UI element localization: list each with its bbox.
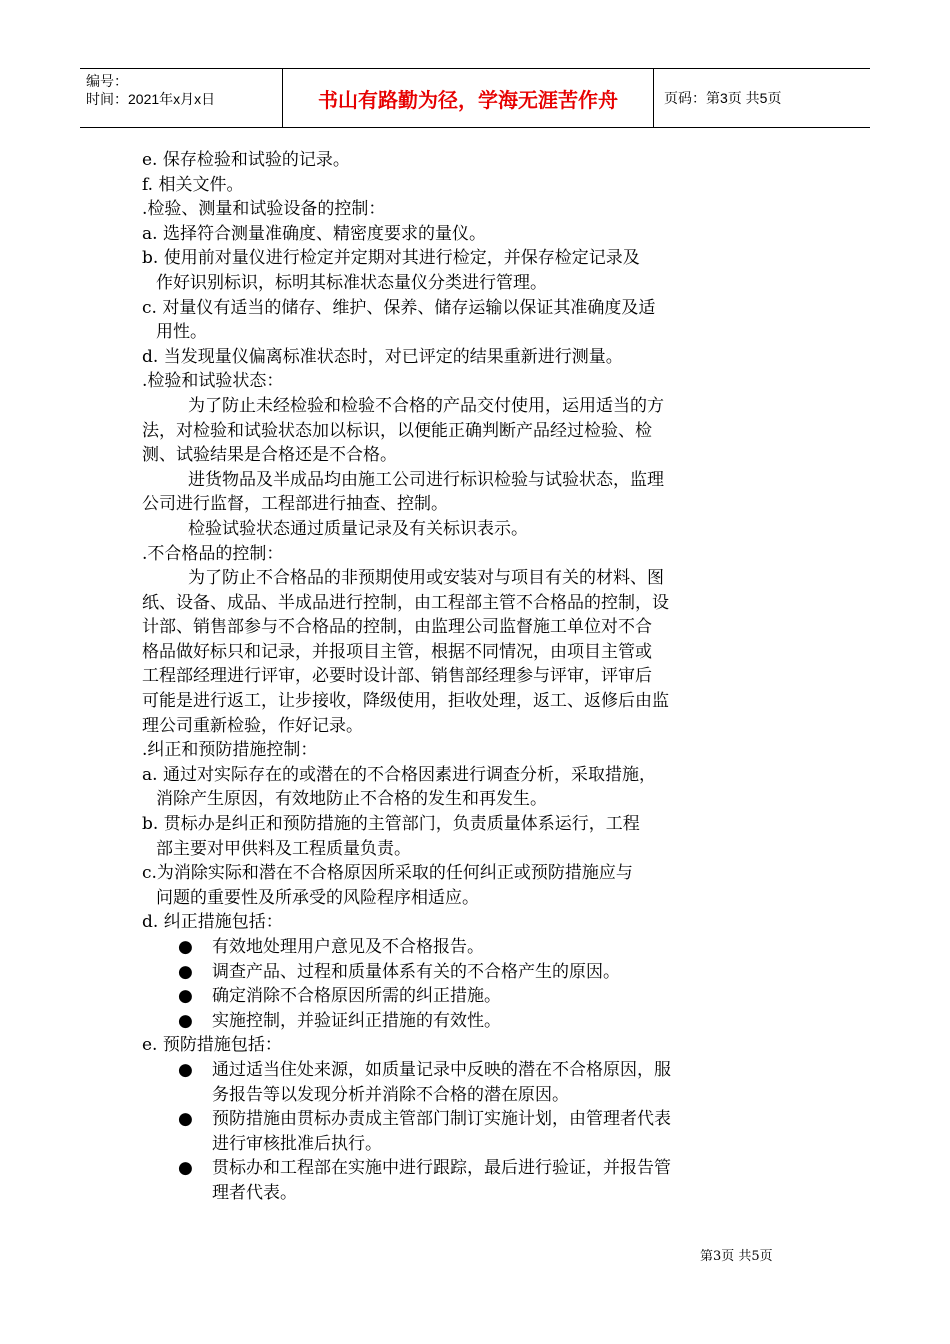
bullet-item bbox=[142, 984, 810, 1009]
text-line: 法，对检验和试验状态加以标识，以便能正确判断产品经过检验、检 bbox=[142, 420, 652, 441]
text-line: 检验试验状态通过质量记录及有关标识表示。 bbox=[188, 518, 528, 539]
header-page-number: 页码：第3页 共5页 bbox=[664, 90, 782, 106]
page-footer: 第3页 共5页 bbox=[700, 1249, 773, 1264]
text-line: 理公司重新检验，作好记录。 bbox=[142, 715, 363, 736]
text-line: 进行审核批准后执行。 bbox=[212, 1133, 382, 1154]
bullet-item bbox=[142, 1009, 810, 1034]
text-line: 消除产生原因，有效地防止不合格的发生和再发生。 bbox=[156, 789, 547, 810]
bullet-icon: ● bbox=[178, 986, 193, 1007]
text-line: .不合格品的控制： bbox=[142, 543, 284, 564]
text-line: 理者代表。 bbox=[212, 1182, 297, 1203]
text-line: 公司进行监督，工程部进行抽查、控制。 bbox=[142, 494, 448, 515]
text-line: b. 贯标办是纠正和预防措施的主管部门，负责质量体系运行，工程 bbox=[142, 814, 640, 835]
text-line: 为了防止未经检验和检验不合格的产品交付使用，运用适当的方 bbox=[188, 395, 664, 416]
text-line: .检验、测量和试验设备的控制： bbox=[142, 199, 386, 220]
header-meta bbox=[80, 69, 282, 127]
text-line: 进货物品及半成品均由施工公司进行标识检验与试验状态，监理 bbox=[188, 469, 664, 490]
text-line: 工程部经理进行评审，必要时设计部、销售部经理参与评审，评审后 bbox=[142, 666, 652, 687]
document-number-label: 编号： bbox=[86, 73, 128, 89]
text-line: a. 通过对实际存在的或潜在的不合格因素进行调查分析，采取措施， bbox=[142, 764, 656, 785]
text-line: .检验和试验状态： bbox=[142, 371, 284, 392]
bullet-item bbox=[142, 1156, 810, 1181]
bullet-icon: ● bbox=[178, 961, 193, 982]
text-line: e. 保存检验和试验的记录。 bbox=[142, 150, 350, 170]
bullet-item bbox=[142, 935, 810, 960]
bullet-item bbox=[142, 1107, 810, 1132]
text-line: 为了防止不合格品的非预期使用或安装对与项目有关的材料、图 bbox=[188, 568, 664, 589]
text-line: 务报告等以发现分析并消除不合格的潜在原因。 bbox=[212, 1084, 569, 1105]
text-line: 计部、销售部参与不合格品的控制，由监理公司监督施工单位对不合 bbox=[142, 617, 652, 638]
bullet-item bbox=[142, 1058, 810, 1083]
date-label: 时间：2021年x月x日 bbox=[86, 91, 216, 107]
text-line: 问题的重要性及所承受的风险程序相适应。 bbox=[156, 887, 479, 908]
text-line: b. 使用前对量仪进行检定并定期对其进行检定，并保存检定记录及 bbox=[142, 248, 640, 269]
bullet-text: 贯标办和工程部在实施中进行跟踪，最后进行验证，并报告管 bbox=[212, 1158, 671, 1179]
bullet-text: 通过适当住处来源，如质量记录中反映的潜在不合格原因，服 bbox=[212, 1059, 671, 1080]
text-line: e. 预防措施包括： bbox=[142, 1035, 282, 1056]
bullet-icon: ● bbox=[178, 1109, 193, 1130]
text-line: 部主要对甲供料及工程质量负责。 bbox=[156, 838, 411, 859]
text-line: c.为消除实际和潜在不合格原因所采取的任何纠正或预防措施应与 bbox=[142, 863, 633, 884]
bullet-icon: ● bbox=[178, 1010, 193, 1031]
text-line: a. 选择符合测量准确度、精密度要求的量仪。 bbox=[142, 223, 486, 244]
bullet-icon: ● bbox=[178, 1158, 193, 1179]
text-line: c. 对量仪有适当的储存、维护、保养、储存运输以保证其准确度及适 bbox=[142, 297, 656, 318]
text-line: 用性。 bbox=[156, 322, 207, 343]
text-line: f. 相关文件。 bbox=[142, 174, 244, 195]
page-header bbox=[80, 68, 870, 128]
text-line: 作好识别标识，标明其标准状态量仪分类进行管理。 bbox=[156, 272, 547, 293]
text-line: 测、试验结果是合格还是不合格。 bbox=[142, 445, 397, 466]
text-line: 格品做好标只和记录，并报项目主管，根据不同情况，由项目主管或 bbox=[142, 641, 652, 662]
bullet-icon: ● bbox=[178, 937, 193, 957]
document-body bbox=[142, 148, 810, 1206]
bullet-text: 预防措施由贯标办责成主管部门制订实施计划，由管理者代表 bbox=[212, 1109, 671, 1130]
text-line: d. 当发现量仪偏离标准状态时，对已评定的结果重新进行测量。 bbox=[142, 346, 623, 367]
bullet-icon: ● bbox=[178, 1059, 193, 1080]
bullet-item bbox=[142, 960, 810, 985]
bullet-text: 实施控制，并验证纠正措施的有效性。 bbox=[212, 1010, 501, 1031]
text-line: d. 纠正措施包括： bbox=[142, 912, 283, 933]
bullet-text: 确定消除不合格原因所需的纠正措施。 bbox=[212, 986, 501, 1007]
text-line: 纸、设备、成品、半成品进行控制，由工程部主管不合格品的控制，设 bbox=[142, 592, 669, 613]
bullet-text: 有效地处理用户意见及不合格报告。 bbox=[212, 937, 484, 957]
text-line: 可能是进行返工，让步接收，降级使用，拒收处理，返工、返修后由监 bbox=[142, 691, 669, 712]
header-motto: 书山有路勤为径，学海无涯苦作舟 bbox=[282, 69, 654, 127]
text-line: .纠正和预防措施控制： bbox=[142, 740, 318, 761]
bullet-text: 调查产品、过程和质量体系有关的不合格产生的原因。 bbox=[212, 961, 620, 982]
